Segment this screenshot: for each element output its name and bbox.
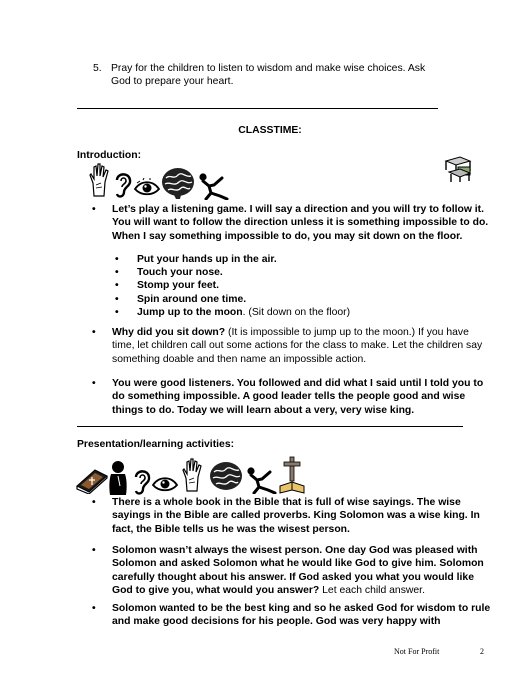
direction-text: Touch your nose. <box>137 267 223 279</box>
intro-bullet-why-sit-down <box>90 326 492 366</box>
presentation-bullet-proverbs: • There is a whole book in the Bible that is full of wise sayings. The wise sayings in the Bible are called proverbs. King Solomon was a wise king. In fact, the Bible tells us he was the wisest person. <box>90 496 492 536</box>
eye-icon <box>133 178 161 198</box>
desk-chair-icon <box>444 155 474 183</box>
direction-item <box>113 306 473 319</box>
eye-icon <box>151 474 179 494</box>
footer-label: Not For Profit <box>394 647 440 656</box>
prayer-item-line1: Pray for the children to listen to wisdom and make wise choices. Ask <box>111 63 426 74</box>
presentation-bullet-solomon-ask-bold: Solomon wasn’t always the wisest person. One day God was pleased with Solomon and asked Solomon what he would like God to give him. Solomon carefully thought about his answer. If God asked you what you would like God to give you, what would you answer? <box>112 545 484 596</box>
direction-item <box>113 293 473 306</box>
intro-bullet-why-sit-down-question: Why did you sit down? <box>112 327 226 338</box>
classtime-heading: CLASSTIME: <box>238 125 302 136</box>
introduction-bullets-bottom <box>90 326 492 366</box>
intro-bullet-why-sit-down-text: (It is impossible to jump up to the moon.) If you have time, let children call out some actions for the class to make. Let the children say something doable and then name an impossible action. <box>112 327 483 365</box>
praying-child-icon <box>106 460 130 496</box>
presentation-bullet-solomon-ask-note: Let each child answer. <box>319 584 425 596</box>
direction-list <box>113 253 473 319</box>
hand-icon <box>88 163 112 197</box>
intro-bullet-listening-game: • Let’s play a listening game. I will say a direction and you will try to follow it. You will want to follow the direction unless it is something impossible to do. When I say something impossible to do, you may sit down on the floor. <box>90 203 490 243</box>
presentation-bullet-solomon-ask <box>90 544 494 597</box>
divider-middle <box>77 426 463 427</box>
brain-icon <box>208 460 244 494</box>
direction-text: Stomp your feet. <box>137 280 219 292</box>
introduction-bullets-final <box>90 377 494 417</box>
brain-icon <box>160 166 196 200</box>
presentation-bullets <box>90 496 492 536</box>
divider-top <box>77 108 438 109</box>
hand-icon <box>181 458 205 492</box>
stretching-person-icon <box>196 172 230 200</box>
stretching-person-icon <box>244 466 278 494</box>
introduction-heading: Introduction: <box>77 150 142 161</box>
prayer-item-line2: God to prepare your heart. <box>111 76 234 87</box>
presentation-heading: Presentation/learning activities: <box>77 439 235 450</box>
direction-text: Jump up to the moon <box>137 306 243 318</box>
direction-item <box>113 266 473 279</box>
presentation-bullets-3 <box>90 602 494 629</box>
ear-icon <box>132 468 152 496</box>
direction-text: Put your hands up in the air. <box>137 254 277 265</box>
prayer-item-number: 5. <box>93 63 102 74</box>
intro-bullet-good-listeners: • You were good listeners. You followed and did what I said until I told you to do something impossible. A good leader tells the people good and wise things to do. Today we will learn about a very, very wise king. <box>90 377 494 417</box>
presentation-bullet-solomon-wisdom: • Solomon wanted to be the best king and so he asked God for wisdom to rule and make good decisions for his people. God was very happy with <box>90 602 494 629</box>
bible-icon <box>75 466 109 494</box>
direction-item <box>113 253 473 266</box>
direction-item <box>113 279 473 292</box>
introduction-bullets-top <box>90 203 490 243</box>
ear-icon <box>113 171 133 199</box>
direction-text: Spin around one time. <box>137 293 247 305</box>
page-number: 2 <box>480 647 484 656</box>
presentation-bullets-2 <box>90 544 494 597</box>
cross-bible-icon <box>278 456 306 496</box>
direction-note: . (Sit down on the floor) <box>242 306 351 318</box>
